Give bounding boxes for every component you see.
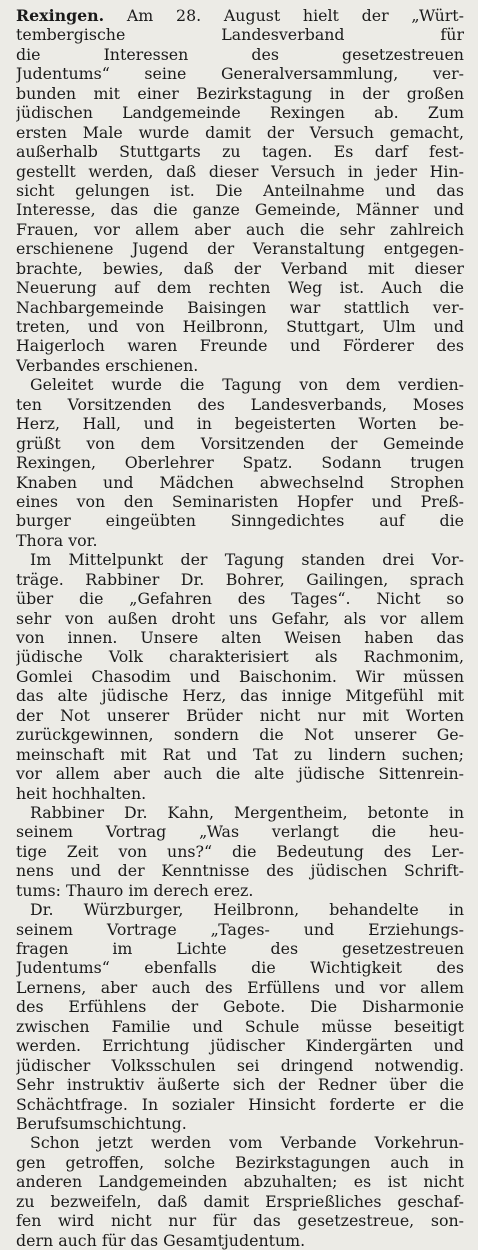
text-line: sehr von außen droht uns Gefahr, als vor allem bbox=[16, 608, 464, 628]
text-line: Judentums“ seine Generalversammlung, ver- bbox=[16, 64, 464, 84]
text-line: Berufsumschichtung. bbox=[16, 1113, 187, 1133]
text-line: der Not unserer Brüder nicht nur mit Worten bbox=[16, 705, 464, 725]
paragraph bbox=[16, 375, 464, 550]
text-line: ten Vorsitzenden des Landesverbands, Moses bbox=[16, 394, 464, 414]
text-line: nens und der Kenntnisse des jüdischen Schrift- bbox=[16, 861, 464, 881]
text-line: Schächtfrage. In sozialer Hinsicht forderte er die bbox=[16, 1094, 464, 1114]
text-line: Nachbargemeinde Baisingen war stattlich ver- bbox=[16, 297, 464, 317]
text-line: bunden mit einer Bezirkstagung in der großen bbox=[16, 83, 464, 103]
text-line: seinem Vortrag „Was verlangt die heu- bbox=[16, 822, 464, 842]
text-line: grüßt von dem Vorsitzenden der Gemeinde bbox=[16, 433, 464, 453]
text-line: zwischen Familie und Schule müsse beseitigt bbox=[16, 1016, 464, 1036]
text-line: jüdische Volk charakterisiert als Rachmonim, bbox=[16, 647, 464, 667]
text-line: treten, und von Heilbronn, Stuttgart, Ulm und bbox=[16, 317, 464, 336]
text-line: meinschaft mit Rat und Tat zu lindern suchen; bbox=[16, 744, 464, 764]
text-line: die Interessen des gesetzestreuen bbox=[16, 44, 464, 64]
text-line: außerhalb Stuttgarts zu tagen. Es darf fest- bbox=[16, 142, 464, 162]
text-line: zu bezweifeln, daß damit Ersprießliches geschaf- bbox=[16, 1191, 464, 1211]
text-line: Gomlei Chasodim und Baischonim. Wir müssen bbox=[16, 666, 464, 686]
text-line: Im Mittelpunkt der Tagung standen drei Vor- bbox=[30, 550, 464, 570]
text-line: dern auch für das Gesamtjudentum. bbox=[16, 1230, 306, 1250]
text-line: Dr. Würzburger, Heilbronn, behandelte in bbox=[30, 900, 464, 920]
text-line: Herz, Hall, und in begeisterten Worten be- bbox=[16, 414, 464, 434]
text-line: erschienene Jugend der Veranstaltung entgegen- bbox=[16, 239, 464, 259]
text-line: sicht gelungen ist. Die Anteilnahme und das bbox=[16, 180, 464, 200]
text-line: werden. Errichtung jüdischer Kindergärten und bbox=[16, 1036, 464, 1056]
text-line: des Erfühlens der Gebote. Die Disharmonie bbox=[16, 997, 464, 1017]
text-line: vor allem aber auch die alte jüdische Sittenrein- bbox=[16, 764, 464, 784]
text-line: gestellt werden, daß dieser Versuch in jeder Hin- bbox=[16, 161, 464, 181]
text-line: Knaben und Mädchen abwechselnd Strophen bbox=[16, 472, 464, 492]
text-line: anderen Landgemeinden abzuhalten; es ist nicht bbox=[16, 1172, 464, 1192]
text-line: tembergische Landesverband für bbox=[16, 25, 464, 45]
text-line: über die „Gefahren des Tages“. Nicht so bbox=[16, 589, 464, 609]
text-line: Judentums“ ebenfalls die Wichtigkeit des bbox=[16, 958, 464, 978]
text-line: das alte jüdische Herz, das innige Mitgefühl mit bbox=[16, 686, 464, 706]
text-line: Neuerung auf dem rechten Weg ist. Auch die bbox=[16, 278, 464, 298]
text-line: heit hochhalten. bbox=[16, 783, 147, 803]
paragraph bbox=[16, 6, 464, 375]
text-line: zurückgewinnen, sondern die Not unserer Ge- bbox=[16, 725, 464, 745]
paragraph bbox=[16, 550, 464, 803]
text-line: seinem Vortrage „Tages- und Erziehungs- bbox=[16, 919, 464, 939]
text-line: Frauen, vor allem aber auch die sehr zahlreich bbox=[16, 219, 464, 239]
text-line: Thora vor. bbox=[16, 530, 98, 550]
paragraph bbox=[16, 803, 464, 900]
text-line: von innen. Unsere alten Weisen haben das bbox=[16, 628, 464, 647]
article-dateline: Rexingen. bbox=[16, 6, 105, 25]
text-line: Rexingen. Am 28. August hielt der „Würt- bbox=[16, 6, 464, 25]
text-line: Interesse, das die ganze Gemeinde, Männer und bbox=[16, 200, 464, 220]
text-line: träge. Rabbiner Dr. Bohrer, Gailingen, sprach bbox=[16, 569, 464, 589]
text-line: fen wird nicht nur für das gesetzestreue, son- bbox=[16, 1211, 464, 1231]
text-line: burger eingeübten Sinngedichtes auf die bbox=[16, 511, 464, 531]
text-line: tige Zeit von uns?“ die Bedeutung des Ler- bbox=[16, 841, 464, 861]
text-line: jüdischer Volksschulen sei dringend notwendig. bbox=[16, 1055, 464, 1075]
text-line: jüdischen Landgemeinde Rexingen ab. Zum bbox=[16, 103, 464, 123]
text-line: Geleitet wurde die Tagung von dem verdien- bbox=[30, 375, 464, 395]
text-line: Rabbiner Dr. Kahn, Mergentheim, betonte in bbox=[30, 802, 464, 822]
text-line: Schon jetzt werden vom Verbande Vorkehrun- bbox=[30, 1133, 464, 1153]
text-line: ersten Male wurde damit der Versuch gemacht, bbox=[16, 122, 464, 142]
text-line: fragen im Lichte des gesetzestreuen bbox=[16, 939, 464, 958]
paragraph bbox=[16, 1133, 464, 1250]
paragraph bbox=[16, 900, 464, 1133]
text-line: tums: Thauro im derech erez. bbox=[16, 880, 254, 900]
text-line: brachte, bewies, daß der Verband mit dieser bbox=[16, 258, 464, 278]
text-line: Rexingen, Oberlehrer Spatz. Sodann trugen bbox=[16, 453, 464, 473]
text-line: Sehr instruktiv äußerte sich der Redner über die bbox=[16, 1075, 464, 1095]
text-line: gen getroffen, solche Bezirkstagungen auch in bbox=[16, 1152, 464, 1172]
text-line: Lernens, aber auch des Erfüllens und vor allem bbox=[16, 977, 464, 997]
text-line: Haigerloch waren Freunde und Förderer des bbox=[16, 336, 464, 356]
text-line: Verbandes erschienen. bbox=[16, 355, 199, 375]
text-line: eines von den Seminaristen Hopfer und Preß- bbox=[16, 491, 464, 511]
